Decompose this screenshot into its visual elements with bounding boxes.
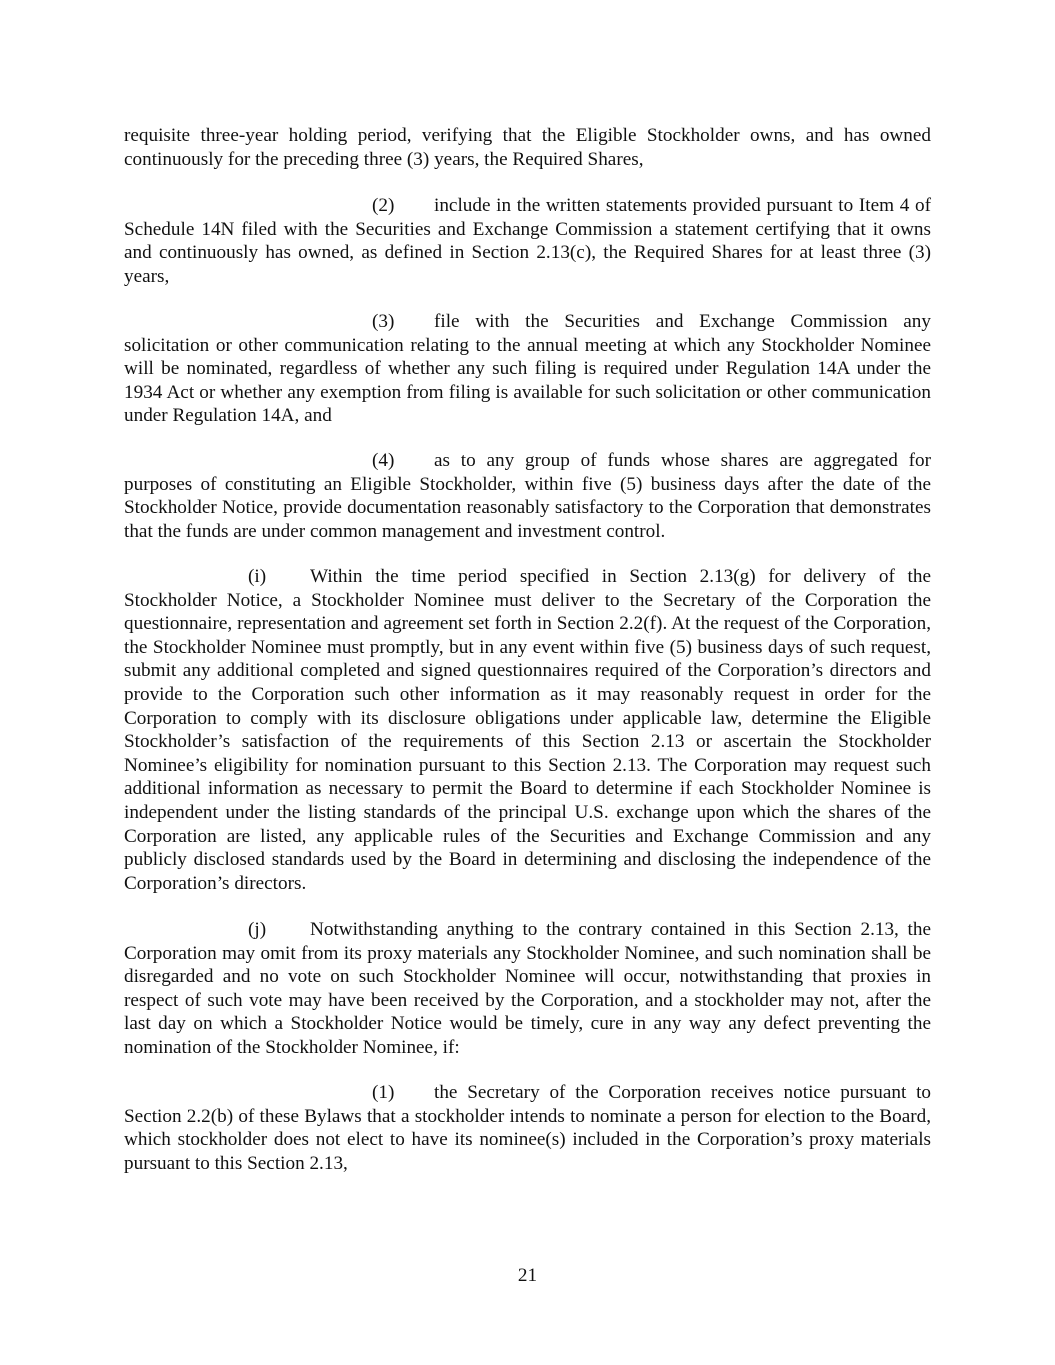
paragraph-section-j (124, 918, 931, 1060)
paragraph-text: requisite three-year holding period, verifying that the Eligible Stockholder owns, and has owned continuously for the preceding three (3) years, the Required Shares, (124, 125, 931, 170)
page-number: 21 (517, 1265, 538, 1286)
paragraph-section-i (124, 565, 931, 895)
paragraph-item-4 (124, 449, 931, 543)
paragraph-label: (2) (372, 195, 395, 216)
paragraph-text: the Secretary of the Corporation receives notice pursuant to Section 2.2(b) of these Bylaws that a stockholder intends to nominate a person for election to the Board, which stockholder does not elect to have its nominee(s) included in the Corporation’s proxy materials pursuant to this Section 2.13, (124, 1082, 931, 1174)
paragraph-text: Notwithstanding anything to the contrary contained in this Section 2.13, the Corporation may omit from its proxy materials any Stockholder Nominee, and such nomination shall be disregarded and no vote on such Stockholder Nominee will occur, notwithstanding that proxies in respect of such vote may have been received by the Corporation, and a stockholder may not, after the last day on which a Stockholder Notice would be timely, cure in any way any defect preventing the nomination of the Stockholder Nominee, if: (124, 919, 931, 1058)
paragraph-text: include in the written statements provided pursuant to Item 4 of Schedule 14N filed with the Securities and Exchange Commission a statement certifying that it owns and continuously has owned, as defined in Section 2.13(c), the Required Shares for at least three (3) years, (124, 195, 931, 287)
paragraph-item-2 (124, 194, 931, 288)
paragraph-text: file with the Securities and Exchange Commission any solicitation or other communication relating to the annual meeting at which any Stockholder Nominee will be nominated, regardless of whether any such filing is required under Regulation 14A under the 1934 Act or whether any exemption from filing is available for such solicitation or other communication under Regulation 14A, and (124, 311, 931, 427)
paragraph-continuation (124, 124, 931, 171)
paragraph-label: (j) (248, 919, 267, 940)
paragraph-label: (3) (372, 311, 395, 332)
paragraph-label: (1) (372, 1082, 395, 1103)
paragraph-text: Within the time period specified in Section 2.13(g) for delivery of the Stockholder Notice, a Stockholder Nominee must deliver to the Secretary of the Corporation the questionnaire, representation and agreement set forth in Section 2.2(f). At the request of the Corporation, the Stockholder Nominee must promptly, but in any event within five (5) business days of such request, submit any additional completed and signed questionnaires required of the Corporation’s directors and provide to the Corporation such other information as it may reasonably request in order for the Corporation to comply with its disclosure obligations under applicable law, determine the Eligible Stockholder’s satisfaction of the requirements of this Section 2.13 or ascertain the Stockholder Nominee’s eligibility for nomination pursuant to this Section 2.13. The Corporation may request such additional information as necessary to permit the Board to determine if each Stockholder Nominee is independent under the listing standards of the principal U.S. exchange upon which the shares of the Corporation are listed, any applicable rules of the Securities and Exchange Commission and any publicly disclosed standards used by the Board in determining and disclosing the independence of the Corporation’s directors. (124, 566, 931, 894)
paragraph-item-3 (124, 310, 931, 428)
paragraph-label: (i) (248, 566, 267, 587)
paragraph-label: (4) (372, 450, 395, 471)
paragraph-text: as to any group of funds whose shares are aggregated for purposes of constituting an Eligible Stockholder, within five (5) business days after the date of the Stockholder Notice, provide documentation reasonably satisfactory to the Corporation that demonstrates that the funds are under common management and investment control. (124, 450, 931, 542)
paragraph-item-1 (124, 1081, 931, 1175)
